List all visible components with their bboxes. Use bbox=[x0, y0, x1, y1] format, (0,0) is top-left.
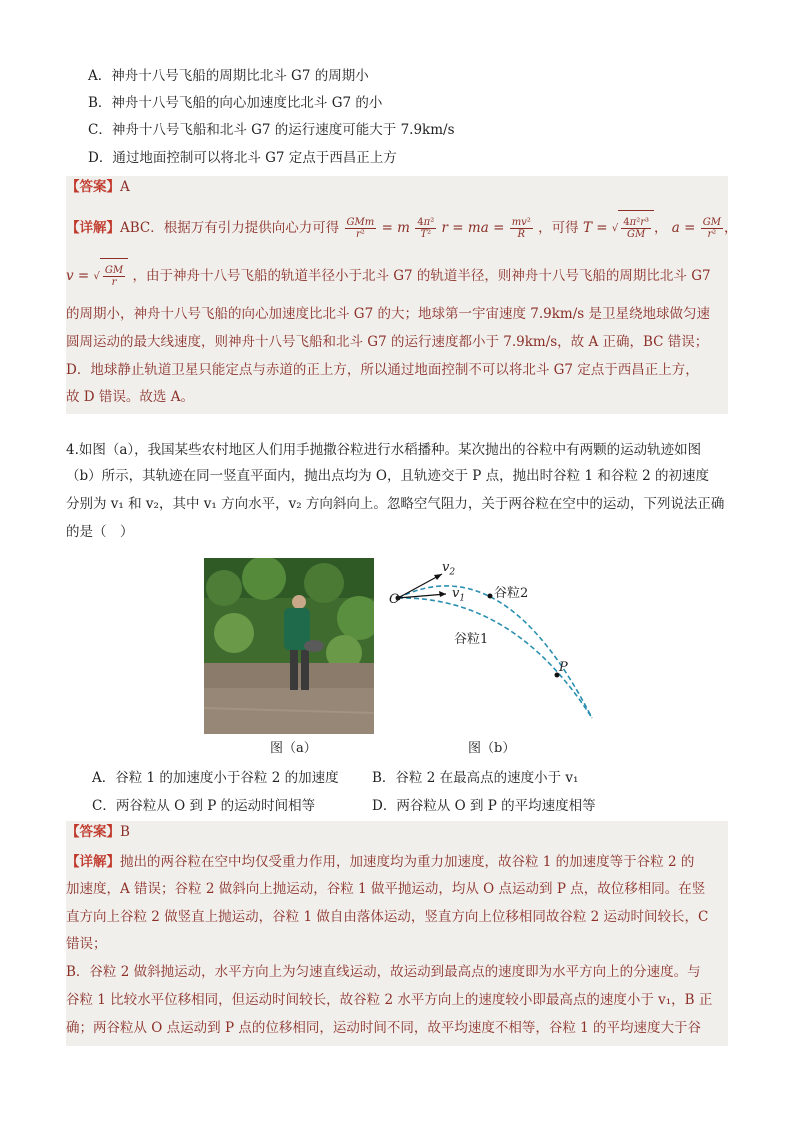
figure-a-photo bbox=[204, 558, 374, 734]
q4-detail-line-5: B．谷粒 2 做斜抛运动，水平方向上为匀速直线运动，故运动到最高点的速度即为水平方向上的分速度。与 bbox=[66, 964, 701, 980]
q3-detail-line-3: 的周期小，神舟十八号飞船的向心加速度比北斗 G7 的大；地球第一宇宙速度 7.9km/s 是卫星绕地球做匀速 bbox=[66, 306, 710, 322]
answer-label: 【答案】 bbox=[66, 824, 120, 840]
q4-detail-line-1: 【详解】抛出的两谷粒在空中均仅受重力作用，加速度均为重力加速度，故谷粒 1 的加速度等于谷粒 2 的 bbox=[66, 854, 695, 870]
q3-option-c: C．神舟十八号飞船和北斗 G7 的运行速度可能大于 7.9km/s bbox=[88, 122, 455, 138]
q4-option-d: D．两谷粒从 O 到 P 的平均速度相等 bbox=[372, 798, 596, 814]
q4-detail-line-6: 谷粒 1 比较水平位移相同，但运动时间较长，故谷粒 2 水平方向上的速度较小即最高点的速度小于 v₁，B 正 bbox=[66, 992, 713, 1008]
detail-text: ABC．根据万有引力提供向心力可得 bbox=[120, 220, 340, 236]
q3-detail-line-1: 【详解】ABC．根据万有引力提供向心力可得 $\frac{\text{GMm}}{\text{r²}}$ = m $\frac{\text{4π²}}{\text{T²}}$ r = ma = $\frac{\text{mv²}}{R}$ ，可得 T = √ $\frac{\text{4π²r³}}{GM}$ ， a = $\frac{GM}{\text{r²}}$ ， bbox=[66, 210, 738, 247]
q4-option-c: C．两谷粒从 O 到 P 的运动时间相等 bbox=[92, 798, 316, 814]
grain2-point bbox=[488, 594, 493, 599]
q3-detail-line-5: D．地球静止轨道卫星只能定点与赤道的正上方，所以通过地面控制不可以将北斗 G7 定点于西昌正上方， bbox=[66, 362, 699, 378]
q3-detail-line-6: 故 D 错误。故选 A。 bbox=[66, 389, 194, 405]
formula-period: √ $\frac{\text{4π²r³}}{GM}$ bbox=[612, 210, 654, 247]
q4-stem-line-2: （b）所示，其轨迹在同一竖直平面内，抛出点均为 O，且轨迹交于 P 点，抛出时谷粒 1 和谷粒 2 的初速度 bbox=[66, 468, 710, 484]
detail-label: 【详解】 bbox=[66, 854, 120, 870]
label-v2: $v_2$ bbox=[442, 560, 456, 578]
q3-detail-line-2: v = √ $\frac{GM}{r}$ ，由于神舟十八号飞船的轨道半径小于北斗 G7 的轨道半径，则神舟十八号飞船的周期比北斗 G7 bbox=[66, 258, 711, 295]
formula-mv2-r: $\frac{\text{mv²}}{R}$ bbox=[511, 217, 531, 240]
q4-stem-line-4: 的是（ ） bbox=[66, 524, 134, 540]
q4-option-a: A．谷粒 1 的加速度小于谷粒 2 的加速度 bbox=[92, 770, 339, 786]
formula-accel: $\frac{GM}{\text{r²}}$ bbox=[702, 217, 721, 240]
label-p: P bbox=[559, 660, 568, 675]
answer-label: 【答案】 bbox=[66, 179, 120, 195]
q3-option-d: D．通过地面控制可以将北斗 G7 定点于西昌正上方 bbox=[88, 150, 397, 166]
label-grain2: 谷粒2 bbox=[494, 586, 529, 601]
detail-text: ，可得 bbox=[538, 220, 579, 236]
formula-velocity: √ $\frac{GM}{r}$ bbox=[94, 258, 129, 295]
formula-gmm-r2: $\frac{\text{GMm}}{\text{r²}}$ bbox=[346, 217, 375, 240]
q4-answer bbox=[66, 822, 130, 842]
q3-detail-line-4: 圆周运动的最大线速度，则神舟十八号飞船和北斗 G7 的运行速度都小于 7.9km/s，故 A 正确，BC 错误； bbox=[66, 334, 709, 350]
detail-label: 【详解】 bbox=[66, 220, 120, 236]
q3-option-b: B．神舟十八号飞船的向心加速度比北斗 G7 的小 bbox=[88, 95, 383, 111]
q4-detail-line-2: 加速度，A 错误；谷粒 2 做斜向上抛运动，谷粒 1 做平抛运动，均从 O 点运动到 P 点，故位移相同。在竖 bbox=[66, 881, 706, 897]
label-o: O bbox=[389, 592, 400, 607]
q3-option-a: A．神舟十八号飞船的周期比北斗 G7 的周期小 bbox=[88, 68, 369, 84]
formula-4pi2-t2: $\frac{\text{4π²}}{\text{T²}}$ bbox=[417, 217, 435, 240]
label-v1: $v_1$ bbox=[452, 586, 466, 604]
q4-stem-line-1: 4.如图（a），我国某些农村地区人们用手抛撒谷粒进行水稻播种。某次抛出的谷粒中有两颗的运动轨迹如图 bbox=[66, 442, 702, 458]
label-grain1: 谷粒1 bbox=[454, 632, 489, 647]
q4-detail-line-7: 确；两谷粒从 O 点运动到 P 点的位移相同，运动时间不同，故平均速度不相等，谷粒 1 的平均速度大于谷 bbox=[66, 1020, 701, 1036]
q4-detail-line-3: 直方向上谷粒 2 做竖直上抛运动，谷粒 1 做自由落体运动，竖直方向上位移相同故谷粒 2 运动时间较长，C bbox=[66, 909, 709, 925]
q4-option-b: B．谷粒 2 在最高点的速度小于 v₁ bbox=[372, 770, 579, 786]
q4-stem-line-3: 分别为 v₁ 和 v₂，其中 v₁ 方向水平，v₂ 方向斜向上。忽略空气阻力，关于两谷粒在空中的运动，下列说法正确 bbox=[66, 496, 725, 512]
q3-answer bbox=[66, 177, 130, 197]
figure-b-caption: 图（b） bbox=[468, 741, 516, 756]
figure-a-caption: 图（a） bbox=[270, 741, 317, 756]
answer-value: B bbox=[120, 824, 130, 840]
answer-value: A bbox=[120, 179, 130, 195]
q4-detail-line-4: 错误； bbox=[66, 936, 107, 952]
detail-text: ，由于神舟十八号飞船的轨道半径小于北斗 G7 的轨道半径，则神舟十八号飞船的周期比北斗 G7 bbox=[132, 268, 711, 284]
